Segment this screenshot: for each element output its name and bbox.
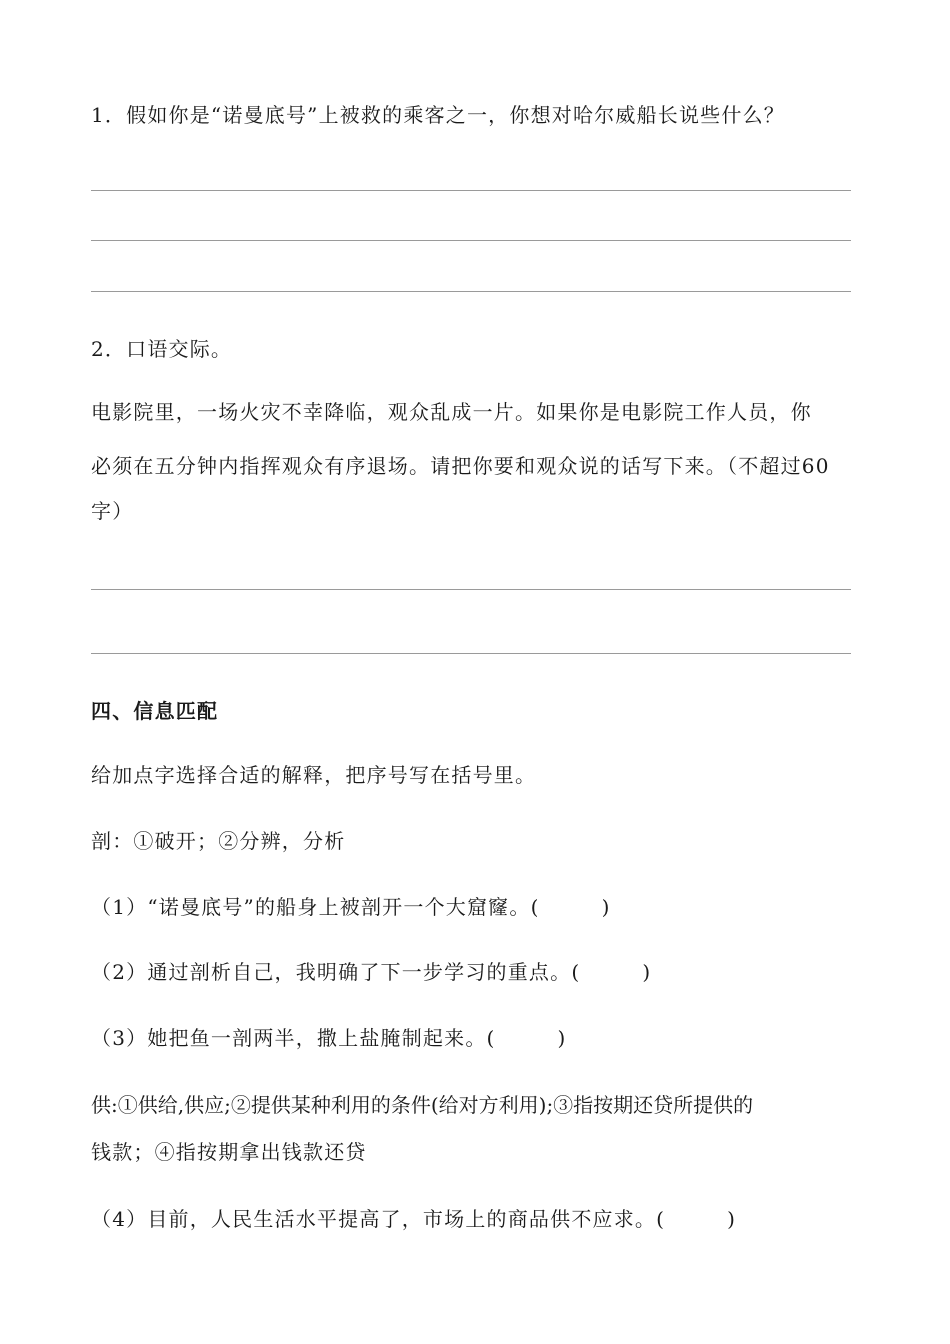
list-item [91, 893, 611, 921]
answer-line[interactable] [91, 190, 851, 191]
close-bracket: ) [642, 960, 652, 984]
answer-line[interactable] [91, 291, 851, 292]
close-bracket: ) [727, 1207, 737, 1231]
section-heading: 四、信息匹配 [91, 699, 219, 723]
list-item [91, 1205, 736, 1233]
answer-line[interactable] [91, 240, 851, 241]
list-item [91, 958, 651, 986]
item-text: （1）“诺曼底号”的船身上被剖开一个大窟窿。( [91, 895, 540, 919]
item-text: （2）通过剖析自己，我明确了下一步学习的重点。( [91, 960, 581, 984]
answer-line[interactable] [91, 589, 851, 590]
question-2-title: 2．口语交际。 [91, 337, 233, 361]
list-item [91, 1024, 567, 1052]
gong-definitions-line: 供:①供给,供应;②提供某种利用的条件(给对方利用);③指按期还贷所提供的 [91, 1093, 754, 1117]
answer-line[interactable] [91, 653, 851, 654]
item-text: （3）她把鱼一剖两半，撒上盐腌制起来。( [91, 1026, 496, 1050]
question-2-prompt-line: 必须在五分钟内指挥观众有序退场。请把你要和观众说的话写下来。（不超过60 [91, 454, 830, 478]
question-2-prompt-line: 字） [91, 499, 134, 523]
gong-definitions-line: 钱款；④指按期拿出钱款还贷 [91, 1140, 367, 1164]
question-1-text: 1．假如你是“诺曼底号”上被救的乘客之一，你想对哈尔威船长说些什么？ [91, 103, 785, 127]
pou-definitions: 剖：①破开；②分辨，分析 [91, 829, 346, 853]
close-bracket: ) [557, 1026, 567, 1050]
item-text: （4）目前，人民生活水平提高了，市场上的商品供不应求。( [91, 1207, 666, 1231]
close-bracket: ) [601, 895, 611, 919]
section-instruction: 给加点字选择合适的解释，把序号写在括号里。 [91, 763, 537, 787]
question-2-prompt-line: 电影院里，一场火灾不幸降临，观众乱成一片。如果你是电影院工作人员，你 [91, 400, 812, 424]
